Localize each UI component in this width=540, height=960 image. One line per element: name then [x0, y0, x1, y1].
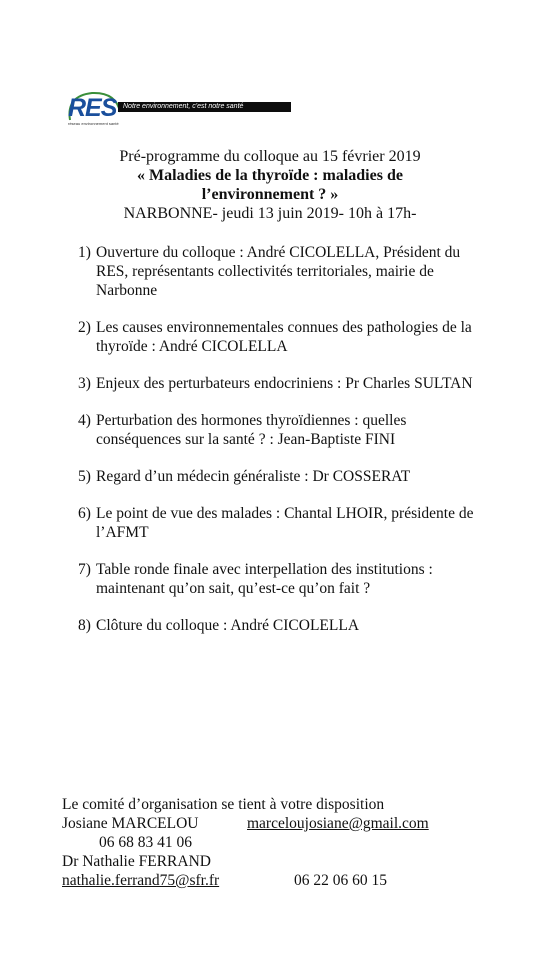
item-number: 1) — [78, 244, 91, 261]
item-text: Perturbation des hormones thyroïdiennes : quelles conséquences sur la santé ? : Jean-Baptiste FINI — [96, 412, 407, 448]
item-text: Enjeux des perturbateurs endocriniens : Pr Charles SULTAN — [96, 375, 473, 392]
item-text: Le point de vue des malades : Chantal LHOIR, présidente de l’AFMT — [96, 505, 474, 541]
contact1-email-link[interactable]: marceloujosiane@gmail.com — [247, 815, 429, 832]
header-date-line: NARBONNE- jeudi 13 juin 2019- 10h à 17h- — [123, 205, 417, 222]
contact2-email-row — [62, 871, 482, 890]
contact2-email-link[interactable]: nathalie.ferrand75@sfr.fr — [62, 872, 220, 889]
item-number: 5) — [78, 468, 91, 485]
footer-intro-row — [62, 795, 482, 814]
item-text: Ouverture du colloque : André CICOLELLA, Président du RES, représentants collectivités territoriales, mairie de Narbonne — [96, 244, 461, 299]
logo-subtitle: réseau environnement santé — [68, 121, 119, 126]
program-item — [78, 243, 478, 300]
program-item — [78, 504, 478, 542]
contact2-name: Dr Nathalie FERRAND — [62, 853, 211, 870]
item-number: 6) — [78, 505, 91, 522]
item-text: Regard d’un médecin généraliste : Dr COSSERAT — [96, 468, 411, 485]
program-item — [78, 374, 478, 393]
item-number: 4) — [78, 412, 91, 429]
program-item — [78, 616, 478, 635]
header-line-1: Pré-programme du colloque au 15 février 2019 — [119, 148, 421, 165]
logo-text: RES — [68, 94, 117, 122]
contact2-row — [62, 852, 482, 871]
contact1-phone-row — [62, 833, 482, 852]
item-text: Les causes environnementales connues des pathologies de la thyroïde : André CICOLELLA — [96, 319, 472, 355]
item-number: 8) — [78, 617, 91, 634]
program-item — [78, 411, 478, 449]
contact1-phone: 06 68 83 41 06 — [99, 834, 192, 851]
header-title-line-2: l’environnement ? » — [201, 186, 339, 203]
contact1-name: Josiane MARCELOU — [62, 815, 199, 832]
res-logo — [68, 96, 124, 126]
tagline-text: Notre environnement, c'est notre santé — [123, 103, 244, 110]
contact1-row — [62, 814, 482, 833]
item-number: 7) — [78, 561, 91, 578]
program-header — [80, 147, 460, 223]
item-text: Clôture du colloque : André CICOLELLA — [96, 617, 360, 634]
program-list — [78, 243, 478, 653]
program-item — [78, 467, 478, 486]
program-item — [78, 560, 478, 598]
contact2-phone: 06 22 06 60 15 — [294, 872, 387, 889]
item-number: 3) — [78, 375, 91, 392]
item-text: Table ronde finale avec interpellation des institutions : maintenant qu’on sait, qu’est-ce qu’on fait ? — [96, 561, 433, 597]
header-title-line-1: « Maladies de la thyroïde : maladies de — [137, 167, 403, 184]
item-number: 2) — [78, 319, 91, 336]
program-item — [78, 318, 478, 356]
footer-intro: Le comité d’organisation se tient à votre disposition — [62, 796, 385, 813]
tagline-banner — [118, 102, 291, 112]
contact-footer — [62, 795, 482, 890]
